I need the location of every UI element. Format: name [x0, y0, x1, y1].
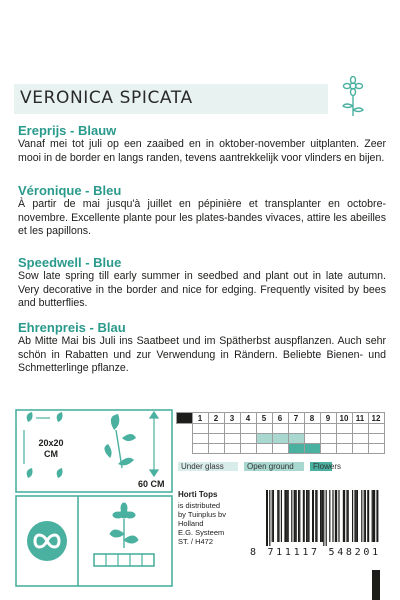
- barcode-bar: [338, 490, 339, 542]
- calendar-cell: [272, 434, 288, 444]
- calendar-cell: [272, 444, 288, 454]
- calendar-month-5: 5: [256, 413, 272, 424]
- page-title: VERONICA SPICATA: [20, 88, 193, 108]
- calendar-cell: [336, 434, 352, 444]
- barcode-bar: [281, 490, 282, 542]
- barcode-bar: [303, 490, 305, 542]
- calendar-month-3: 3: [224, 413, 240, 424]
- calendar-row-open-ground: [177, 434, 385, 444]
- calendar-cell: [368, 434, 384, 444]
- calendar-cell: [304, 434, 320, 444]
- calendar-cell: [192, 444, 208, 454]
- calendar-row-lead: [177, 424, 193, 434]
- section-heading: Ereprijs - Blauw: [18, 123, 117, 138]
- barcode-bar: [374, 490, 375, 542]
- calendar-month-8: 8: [304, 413, 320, 424]
- calendar-month-4: 4: [240, 413, 256, 424]
- calendar-cell: [224, 424, 240, 434]
- barcode-bar: [336, 490, 337, 542]
- section-text: Vanaf mei tot juli op een zaaibed en in oktober-november uitplanten. Zeer mooi in de border en langs randen, tevens aantrekkelijk voor vlinders en bijen.: [18, 138, 386, 164]
- calendar-month-9: 9: [320, 413, 336, 424]
- section-german: [18, 320, 386, 376]
- calendar-cell: [288, 444, 304, 454]
- legend-label: Under glass: [181, 462, 224, 471]
- calendar-cell: [208, 424, 224, 434]
- barcode-bar: [286, 490, 287, 542]
- calendar-month-1: 1: [192, 413, 208, 424]
- distributor-line: ST. / H472: [178, 537, 214, 546]
- calendar-cell: [240, 434, 256, 444]
- barcode: [262, 490, 382, 546]
- calendar-cell: [352, 444, 368, 454]
- calendar-cell: [336, 424, 352, 434]
- calendar-cell: [320, 434, 336, 444]
- calendar-cell: [240, 424, 256, 434]
- section-dutch: [18, 123, 386, 165]
- calendar-cell: [320, 424, 336, 434]
- calendar-row-lead: [177, 444, 193, 454]
- edge-marker: [372, 570, 380, 600]
- sowing-calendar: [176, 412, 385, 454]
- barcode-digits: 8 711117 548201: [250, 547, 381, 558]
- calendar-cell: [352, 434, 368, 444]
- section-text: À partir de mai jusqu'à juillet en pépinière et transplanter en octobre-novembre. Excellente plante pour les plates-bandes vivaces, attire les abeilles et les papillons.: [18, 198, 386, 237]
- calendar-cell: [304, 424, 320, 434]
- barcode-bar: [321, 490, 323, 542]
- calendar-row-lead: [177, 434, 193, 444]
- calendar-cell: [304, 444, 320, 454]
- barcode-bar: [308, 490, 309, 542]
- calendar-cell: [272, 424, 288, 434]
- spacing-label: 20x20 CM: [38, 438, 64, 459]
- barcode-bar: [357, 490, 358, 542]
- barcode-bar: [307, 490, 308, 542]
- barcode-bar: [373, 490, 374, 542]
- calendar-row-flowers: [177, 444, 385, 454]
- barcode-bar: [367, 490, 369, 542]
- calendar-month-7: 7: [288, 413, 304, 424]
- plants-in-tray-icon: [94, 503, 154, 566]
- barcode-bar: [272, 490, 273, 542]
- section-french: [18, 183, 386, 239]
- distributor-line: is distributed: [178, 501, 221, 510]
- calendar-cell: [336, 444, 352, 454]
- calendar-cell: [192, 424, 208, 434]
- calendar-cell: [288, 424, 304, 434]
- barcode-bar: [335, 490, 336, 542]
- distributor-line: E.G. Systeem: [178, 528, 225, 537]
- legend-label: Flowers: [313, 462, 342, 471]
- barcode-bar: [365, 490, 366, 542]
- barcode-bar: [343, 490, 344, 542]
- seedling-icon: [104, 414, 136, 468]
- barcode-bar: [266, 490, 268, 546]
- barcode-bar: [344, 490, 345, 542]
- calendar-cell: [240, 444, 256, 454]
- calendar-header-row: [177, 413, 385, 424]
- flower-logo-icon: [336, 76, 370, 120]
- barcode-bar: [361, 490, 362, 542]
- calendar-month-11: 11: [352, 413, 368, 424]
- barcode-bar: [299, 490, 300, 542]
- barcode-bar: [348, 490, 349, 542]
- barcode-bar: [296, 490, 297, 542]
- height-arrow-icon: [150, 412, 158, 476]
- legend-item: [178, 462, 238, 471]
- legend-item: [244, 462, 304, 471]
- height-label: 60 CM: [138, 479, 165, 489]
- barcode-bar: [284, 490, 286, 542]
- calendar-cell: [192, 434, 208, 444]
- legend-item: [310, 462, 342, 471]
- distributor-block: [178, 490, 258, 546]
- barcode-bar: [278, 490, 279, 542]
- calendar-cell: [288, 434, 304, 444]
- barcode-bar: [294, 490, 296, 542]
- section-heading: Véronique - Bleu: [18, 183, 122, 198]
- barcode-bar: [354, 490, 355, 542]
- barcode-bar: [306, 490, 307, 542]
- distributor-line: Holland: [178, 519, 204, 528]
- calendar-cell: [224, 434, 240, 444]
- barcode-bar: [323, 490, 324, 546]
- calendar-month-6: 6: [272, 413, 288, 424]
- calendar-cell: [256, 434, 272, 444]
- legend-label: Open ground: [247, 462, 294, 471]
- barcode-bar: [372, 490, 373, 542]
- section-english: [18, 255, 386, 311]
- barcode-bar: [288, 490, 289, 542]
- calendar-cell: [256, 424, 272, 434]
- calendar-cell: [320, 444, 336, 454]
- barcode-bar: [346, 490, 347, 542]
- calendar-month-2: 2: [208, 413, 224, 424]
- calendar-cell: [352, 424, 368, 434]
- calendar-cell: [256, 444, 272, 454]
- barcode-bar: [376, 490, 378, 542]
- calendar-cell: [208, 434, 224, 444]
- barcode-bar: [277, 490, 278, 542]
- calendar-month-12: 12: [368, 413, 384, 424]
- section-heading: Speedwell - Blue: [18, 255, 122, 270]
- barcode-bar: [298, 490, 299, 542]
- barcode-bar: [273, 490, 274, 542]
- calendar-row-under-glass: [177, 424, 385, 434]
- barcode-bar: [364, 490, 365, 542]
- calendar-month-10: 10: [336, 413, 352, 424]
- barcode-bar: [356, 490, 357, 542]
- barcode-bar: [269, 490, 270, 546]
- barcode-bar: [320, 490, 321, 542]
- calendar-cell: [224, 444, 240, 454]
- barcode-bar: [326, 490, 327, 546]
- calendar-cell: [368, 424, 384, 434]
- barcode-bar: [332, 490, 333, 542]
- section-heading: Ehrenpreis - Blau: [18, 320, 126, 335]
- perennial-infinity-icon: [27, 521, 67, 561]
- calendar-cell: [208, 444, 224, 454]
- section-text: Ab Mitte Mai bis Juli ins Saatbeet und im Spätherbst auspflanzen. Auch sehr schön in Rabatten und zur Verwendung in Rändern. Beliebte Bienen- und Schmetterlinge pflanze.: [18, 335, 386, 374]
- section-text: Sow late spring till early summer in seedbed and plant out in late autumn. Very decorative in the border and nice for edging. Frequently visited by bees and butterflies.: [18, 270, 386, 309]
- calendar-corner: [177, 413, 193, 424]
- barcode-bar: [312, 490, 314, 542]
- barcode-bar: [352, 490, 353, 542]
- barcode-bar: [291, 490, 292, 542]
- barcode-bar: [316, 490, 317, 542]
- calendar-cell: [368, 444, 384, 454]
- barcode-bar: [329, 490, 330, 542]
- distributor-brand: Horti Tops: [178, 490, 218, 499]
- calendar-legend: [178, 462, 378, 471]
- barcode-bar: [315, 490, 316, 542]
- distributor-line: by Tuinplus bv: [178, 510, 226, 519]
- info-icons-panel: [14, 408, 174, 588]
